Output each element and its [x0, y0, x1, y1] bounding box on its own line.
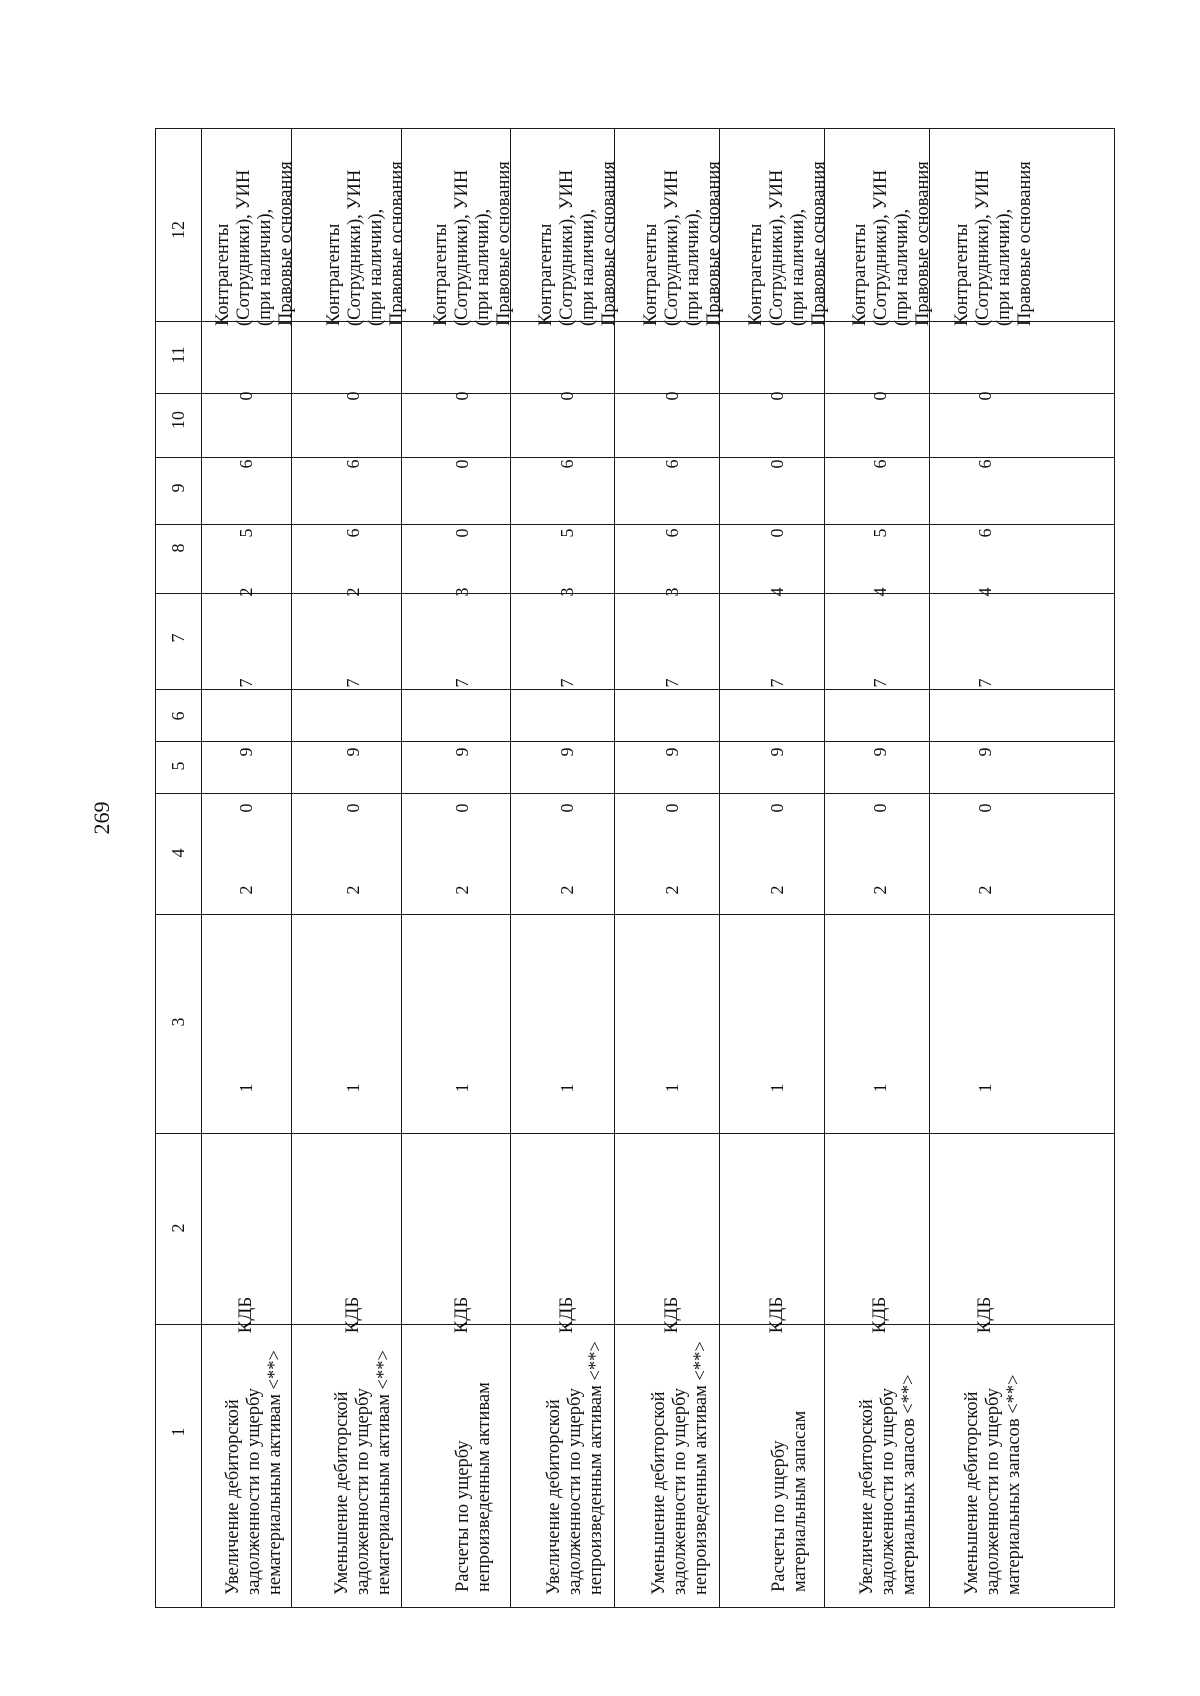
- row-2-col-11: 0: [343, 391, 363, 401]
- row-5-col-6: 9: [662, 747, 682, 757]
- header-col-1: 1: [168, 1427, 188, 1437]
- header-col-11: 11: [168, 346, 188, 364]
- row-7-col-8: 4: [870, 587, 890, 597]
- page-number: 269: [89, 801, 114, 835]
- column-divider: [156, 1133, 1114, 1134]
- row-1-col-9: 5: [236, 528, 256, 538]
- row-6-col-11: 0: [767, 391, 787, 401]
- column-divider: [156, 793, 1114, 794]
- column-divider: [156, 741, 1114, 742]
- row-8-col-5: 0: [975, 803, 995, 813]
- row-3-col-11: 0: [452, 391, 472, 401]
- row-6-col-5: 0: [767, 803, 787, 813]
- header-col-3: 3: [168, 1017, 188, 1027]
- row-3-col-4: 2: [452, 885, 472, 895]
- row-divider: [614, 129, 615, 1607]
- row-5-col-9: 6: [662, 528, 682, 538]
- row-1-description: Увеличение дебиторской задолженности по ущербу нематериальным активам <**>: [223, 1350, 285, 1595]
- row-8-description: Уменьшение дебиторской задолженности по ущербу материальных запасов <**>: [962, 1374, 1024, 1595]
- row-5-description: Уменьшение дебиторской задолженности по ущербу непроизведенным активам <**>: [649, 1341, 711, 1595]
- row-8-col-9: 6: [975, 528, 995, 538]
- row-8-col-6: 9: [975, 747, 995, 757]
- column-divider: [156, 393, 1114, 394]
- row-3-col-7: 7: [452, 678, 472, 688]
- row-8-col-10: 6: [975, 459, 995, 469]
- row-4-col-3: 1: [557, 1083, 577, 1093]
- column-divider: [156, 914, 1114, 915]
- row-7-description: Увеличение дебиторской задолженности по ущербу материальных запасов <**>: [857, 1374, 919, 1595]
- row-2-col-10: 6: [343, 459, 363, 469]
- row-2-col-4: 2: [343, 885, 363, 895]
- row-divider: [401, 129, 402, 1607]
- row-3-col-3: 1: [452, 1083, 472, 1093]
- row-2-col-6: 9: [343, 747, 363, 757]
- row-6-kdb: КДБ: [766, 1296, 787, 1334]
- row-6-col-8: 4: [767, 587, 787, 597]
- row-4-attributes: Контрагенты (Сотрудники), УИН (при наличии), Правовые основания: [536, 161, 619, 326]
- row-6-col-6: 9: [767, 747, 787, 757]
- row-4-col-5: 0: [557, 803, 577, 813]
- row-3-description: Расчеты по ущербу непроизведенным активам: [453, 1382, 494, 1592]
- row-2-description: Уменьшение дебиторской задолженности по ущербу нематериальным активам <**>: [332, 1350, 394, 1595]
- row-6-col-7: 7: [767, 678, 787, 688]
- row-2-col-3: 1: [343, 1083, 363, 1093]
- row-divider: [824, 129, 825, 1607]
- row-3-attributes: Контрагенты (Сотрудники), УИН (при наличии), Правовые основания: [431, 161, 514, 326]
- row-7-col-7: 7: [870, 678, 890, 688]
- row-4-col-9: 5: [557, 528, 577, 538]
- row-4-kdb: КДБ: [556, 1296, 577, 1334]
- row-4-col-8: 3: [557, 587, 577, 597]
- row-1-col-5: 0: [236, 803, 256, 813]
- row-7-col-9: 5: [870, 528, 890, 538]
- column-divider: [156, 524, 1114, 525]
- row-4-col-11: 0: [557, 391, 577, 401]
- row-5-col-8: 3: [662, 587, 682, 597]
- row-5-attributes: Контрагенты (Сотрудники), УИН (при наличии), Правовые основания: [641, 161, 724, 326]
- header-col-4: 4: [168, 848, 188, 858]
- row-4-col-6: 9: [557, 747, 577, 757]
- row-2-col-8: 2: [343, 587, 363, 597]
- row-7-kdb: КДБ: [869, 1296, 890, 1334]
- row-5-col-3: 1: [662, 1083, 682, 1093]
- row-8-col-3: 1: [975, 1083, 995, 1093]
- row-1-col-7: 7: [236, 678, 256, 688]
- row-7-col-4: 2: [870, 885, 890, 895]
- row-7-attributes: Контрагенты (Сотрудники), УИН (при наличии), Правовые основания: [850, 161, 933, 326]
- row-5-kdb: КДБ: [661, 1296, 682, 1334]
- row-3-col-5: 0: [452, 803, 472, 813]
- row-7-col-10: 6: [870, 459, 890, 469]
- row-5-col-7: 7: [662, 678, 682, 688]
- row-3-col-8: 3: [452, 587, 472, 597]
- row-6-col-10: 0: [767, 459, 787, 469]
- header-col-7: 7: [168, 633, 188, 643]
- row-8-col-8: 4: [975, 587, 995, 597]
- row-5-col-4: 2: [662, 885, 682, 895]
- row-6-col-4: 2: [767, 885, 787, 895]
- row-2-attributes: Контрагенты (Сотрудники), УИН (при наличии), Правовые основания: [324, 161, 407, 326]
- row-1-col-4: 2: [236, 885, 256, 895]
- row-8-col-4: 2: [975, 885, 995, 895]
- row-2-col-9: 6: [343, 528, 363, 538]
- row-divider: [510, 129, 511, 1607]
- header-col-10: 10: [168, 411, 188, 429]
- row-8-kdb: КДБ: [974, 1296, 995, 1334]
- header-row-divider: [201, 129, 202, 1607]
- row-7-col-5: 0: [870, 803, 890, 813]
- row-4-col-7: 7: [557, 678, 577, 688]
- row-7-col-3: 1: [870, 1083, 890, 1093]
- row-1-attributes: Контрагенты (Сотрудники), УИН (при наличии), Правовые основания: [213, 161, 296, 326]
- header-col-6: 6: [168, 711, 188, 721]
- row-7-col-6: 9: [870, 747, 890, 757]
- row-4-description: Увеличение дебиторской задолженности по ущербу непроизведенным активам <**>: [544, 1341, 606, 1595]
- row-1-kdb: КДБ: [235, 1296, 256, 1334]
- header-col-2: 2: [168, 1223, 188, 1233]
- row-6-col-3: 1: [767, 1083, 787, 1093]
- row-3-col-10: 0: [452, 459, 472, 469]
- column-divider: [156, 689, 1114, 690]
- column-divider: [156, 457, 1114, 458]
- row-1-col-3: 1: [236, 1083, 256, 1093]
- row-6-description: Расчеты по ущербу материальным запасам: [769, 1410, 810, 1592]
- row-2-kdb: КДБ: [342, 1296, 363, 1334]
- header-col-8: 8: [168, 543, 188, 553]
- column-divider: [156, 593, 1114, 594]
- row-5-col-10: 6: [662, 459, 682, 469]
- row-3-kdb: КДБ: [451, 1296, 472, 1334]
- row-5-col-11: 0: [662, 391, 682, 401]
- row-8-attributes: Контрагенты (Сотрудники), УИН (при наличии), Правовые основания: [952, 161, 1035, 326]
- row-3-col-6: 9: [452, 747, 472, 757]
- row-7-col-11: 0: [870, 391, 890, 401]
- row-8-col-7: 7: [975, 678, 995, 688]
- row-divider: [929, 129, 930, 1607]
- row-2-col-5: 0: [343, 803, 363, 813]
- row-8-col-11: 0: [975, 391, 995, 401]
- row-2-col-7: 7: [343, 678, 363, 688]
- row-1-col-10: 6: [236, 459, 256, 469]
- header-col-12: 12: [168, 221, 188, 239]
- column-divider: [156, 1324, 1114, 1325]
- row-divider: [291, 129, 292, 1607]
- row-1-col-6: 9: [236, 747, 256, 757]
- header-col-5: 5: [168, 761, 188, 771]
- row-4-col-4: 2: [557, 885, 577, 895]
- row-4-col-10: 6: [557, 459, 577, 469]
- row-divider: [719, 129, 720, 1607]
- row-1-col-8: 2: [236, 587, 256, 597]
- row-3-col-9: 0: [452, 528, 472, 538]
- row-6-col-9: 0: [767, 528, 787, 538]
- row-1-col-11: 0: [236, 391, 256, 401]
- header-col-9: 9: [168, 483, 188, 493]
- row-6-attributes: Контрагенты (Сотрудники), УИН (при наличии), Правовые основания: [746, 161, 829, 326]
- row-5-col-5: 0: [662, 803, 682, 813]
